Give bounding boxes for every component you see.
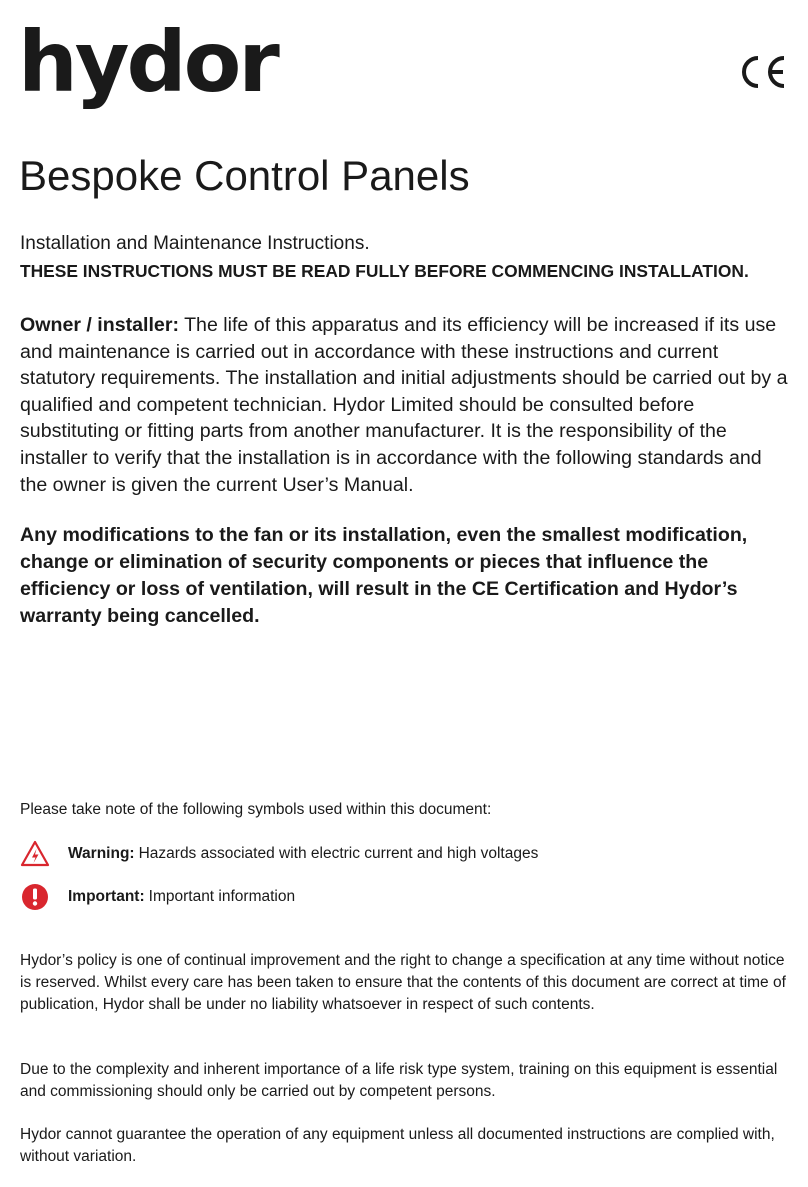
warning-description: Hazards associated with electric current and high voltages (138, 845, 539, 862)
owner-installer-text: The life of this apparatus and its efficiency will be increased if its use and maintenance is carried out in accordance with these instructions and current statutory requirements. The installation and initial adjustments should be carried out by a qualified and competent technician. Hydor Limited should be consulted before substituting or fitting parts from another manufacturer. It is the responsibility of the installer to verify that the installation is in accordance with the following standards and the owner is given the current User’s Manual. (20, 314, 788, 496)
owner-installer-label: Owner / installer: (20, 314, 179, 336)
policy-paragraph-3: Hydor cannot guarantee the operation of any equipment unless all documented instructions are complied with, without variation. (20, 1126, 775, 1165)
policy-paragraph-2: Due to the complexity and inherent importance of a life risk type system, training on this equipment is essential and commissioning should only be carried out by competent persons. (20, 1061, 778, 1100)
page-title: Bespoke Control Panels (19, 152, 470, 199)
ce-mark-icon (738, 54, 788, 90)
symbol-important-row (20, 882, 295, 912)
warning-label: Warning: (68, 845, 135, 862)
important-description: Important information (148, 888, 296, 905)
must-read-notice: THESE INSTRUCTIONS MUST BE READ FULLY BEFORE COMMENCING INSTALLATION. (20, 261, 749, 281)
important-icon (20, 882, 50, 912)
modifications-warning: Any modifications to the fan or its installation, even the smallest modification, change or elimination of security components or pieces that influence the efficiency or loss of ventilation, will result in the CE Certification and Hydor’s warranty being cancelled. (20, 524, 748, 627)
subtitle: Installation and Maintenance Instructions. (20, 233, 370, 254)
owner-installer-paragraph (20, 312, 790, 498)
policy-paragraph-1: Hydor’s policy is one of continual improvement and the right to change a specification at any time without notice is reserved. Whilst every care has been taken to ensure that the contents of this document are correct at time of publication, Hydor shall be under no liability whatsoever in respect of such contents. (20, 952, 786, 1013)
symbols-intro: Please take note of the following symbols used within this document: (20, 801, 492, 818)
hydor-logo: hydor (18, 13, 277, 111)
electric-warning-icon (20, 839, 50, 869)
symbol-warning-row (20, 839, 538, 869)
important-label: Important: (68, 888, 145, 905)
